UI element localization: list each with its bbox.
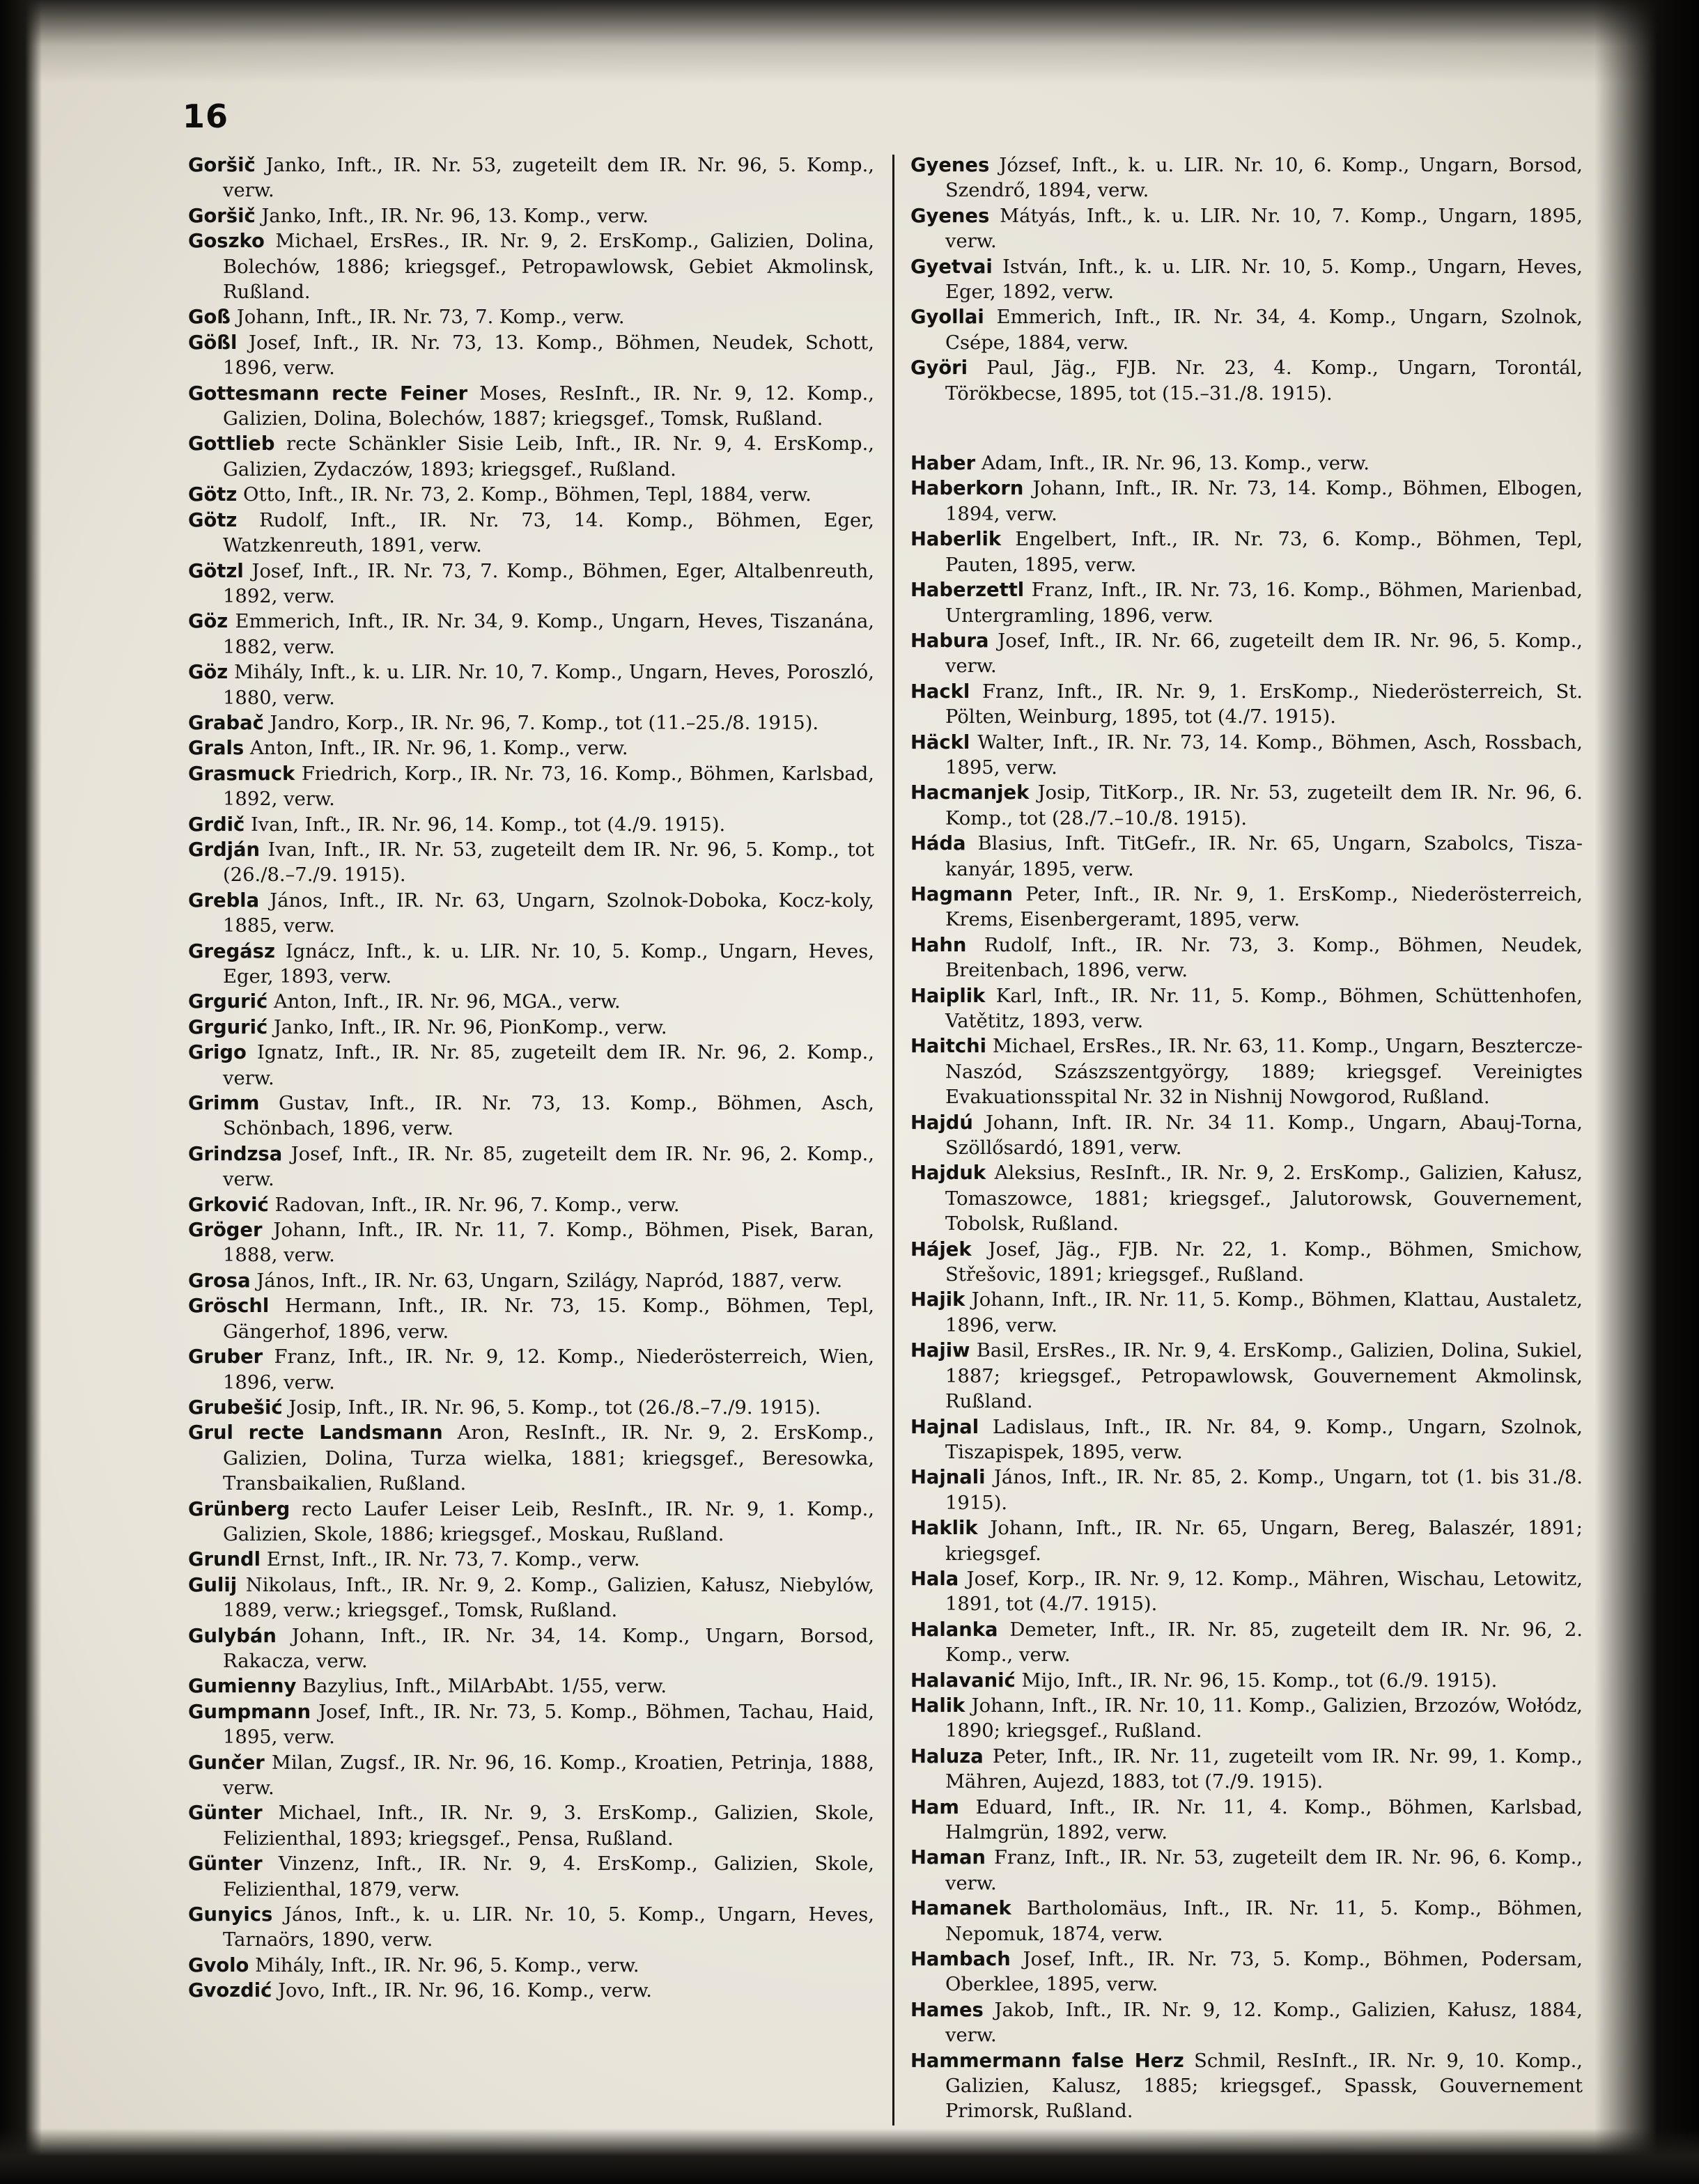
entry-details: Mihály, Inft., k. u. LIR. Nr. 10, 7. Komp., Ungarn, Heves, Poroszló, 1880, verw.	[223, 662, 874, 709]
entry-details: Otto, Inft., IR. Nr. 73, 2. Komp., Böhmen, Tepl, 1884, verw.	[237, 484, 812, 506]
list-entry	[188, 508, 874, 559]
entry-details: Adam, Inft., IR. Nr. 96, 13. Komp., verw.	[975, 453, 1370, 475]
entry-surname: Hammermann false Herz	[910, 2050, 1184, 2072]
list-entry	[910, 731, 1583, 781]
list-entry	[910, 680, 1583, 731]
entry-details: Josef, Inft., IR. Nr. 73, 5. Komp., Böhmen, Podersam, Oberklee, 1895, verw.	[945, 1949, 1583, 1996]
entry-surname: Hahn	[910, 934, 967, 956]
list-entry	[188, 1624, 874, 1675]
column-divider	[892, 155, 894, 2126]
list-entry	[188, 305, 874, 330]
list-entry	[188, 559, 874, 610]
entry-surname: Gottlieb	[188, 433, 275, 455]
list-entry	[910, 1567, 1583, 1618]
scan-edge-top	[0, 0, 1699, 84]
list-entry	[188, 939, 874, 990]
entry-surname: Goršič	[188, 155, 256, 176]
list-entry	[910, 255, 1583, 306]
entry-surname: Grals	[188, 738, 245, 760]
entry-surname: Gumienny	[188, 1676, 297, 1698]
entry-details: Ivan, Inft., IR. Nr. 53, zugeteilt dem IR. Nr. 96, 5. Komp., tot (26./8.–7./9. 1915).	[223, 838, 874, 887]
list-entry	[188, 1674, 874, 1699]
list-entry	[910, 1618, 1583, 1669]
entry-surname: Grgurić	[188, 1016, 268, 1038]
list-entry	[188, 153, 874, 204]
entry-surname: Grebla	[188, 889, 260, 912]
entry-details: Peter, Inft., IR. Nr. 9, 1. ErsKomp., Niederösterreich, Krems, Eisenbergeramt, 1895, verw.	[945, 883, 1583, 931]
entry-details: Johann, Inft., IR. Nr. 73, 14. Komp., Böhmen, Elbogen, 1894, verw.	[945, 478, 1583, 525]
list-entry	[910, 1238, 1583, 1288]
list-entry	[188, 711, 874, 736]
entry-surname: Hacmanjek	[910, 782, 1030, 804]
entry-details: Josef, Inft., IR. Nr. 85, zugeteilt dem IR. Nr. 96, 2. Komp., verw.	[223, 1143, 874, 1191]
entry-details: Michael, Inft., IR. Nr. 9, 3. ErsKomp., Galizien, Skole, Felizienthal, 1893; kriegsgef., Pensa, Rußland.	[223, 1802, 874, 1850]
entry-surname: Grabač	[188, 712, 264, 734]
entry-details: Walter, Inft., IR. Nr. 73, 14. Komp., Böhmen, Asch, Rossbach, 1895, verw.	[945, 731, 1583, 779]
list-entry	[188, 229, 874, 305]
list-entry	[188, 990, 874, 1015]
entry-details: Josef, Jäg., FJB. Nr. 22, 1. Komp., Böhmen, Smichow, Střešovic, 1891; kriegsgef., Rußland.	[945, 1238, 1583, 1286]
entry-surname: Haitchi	[910, 1036, 987, 1058]
entry-surname: Haber	[910, 453, 976, 475]
entry-details: Gustav, Inft., IR. Nr. 73, 13. Komp., Böhmen, Asch, Schönbach, 1896, verw.	[223, 1093, 874, 1140]
list-entry	[910, 153, 1583, 204]
entry-details: József, Inft., k. u. LIR. Nr. 10, 6. Komp., Ungarn, Borsod, Szendrő, 1894, verw.	[945, 155, 1583, 202]
entry-surname: Hamanek	[910, 1898, 1011, 1920]
entry-surname: Götz	[188, 484, 238, 506]
list-entry	[910, 1111, 1583, 1162]
entry-surname: Háda	[910, 833, 966, 855]
entry-details: recto Laufer Leiser Leib, ResInft., IR. Nr. 9, 1. Komp., Galizien, Skole, 1886; kriegsgef., Moskau, Rußland.	[223, 1498, 874, 1545]
entry-surname: Gößl	[188, 332, 238, 354]
entry-surname: Gottesmann recte Feiner	[188, 382, 468, 405]
list-entry	[910, 1161, 1583, 1237]
entry-details: Aleksius, ResInft., IR. Nr. 9, 2. ErsKomp., Galizien, Kałusz, Tomaszowce, 1881; kriegsgef., Jalutorowsk, Gouvernement, Tobolsk, Rußland.	[945, 1162, 1583, 1235]
entry-details: Anton, Inft., IR. Nr. 96, MGA., verw.	[267, 991, 621, 1013]
list-entry	[910, 781, 1583, 832]
entry-surname: Gvolo	[188, 1954, 249, 1976]
list-entry	[910, 832, 1583, 882]
entry-details: Basil, ErsRes., IR. Nr. 9, 4. ErsKomp., Galizien, Dolina, Sukiel, 1887; kriegsgef., Petropawlowsk, Gouvernement Akmolinsk, Rußland.	[945, 1340, 1583, 1413]
list-entry	[910, 1998, 1583, 2049]
entry-surname: Götz	[188, 509, 238, 531]
entry-details: Johann, Inft., IR. Nr. 10, 11. Komp., Galizien, Brzozów, Wołódz, 1890; kriegsgef., Rußland.	[945, 1694, 1583, 1742]
entry-details: Vinzenz, Inft., IR. Nr. 9, 4. ErsKomp., Galizien, Skole, Felizienthal, 1879, verw.	[223, 1853, 874, 1901]
entry-details: Demeter, Inft., IR. Nr. 85, zugeteilt dem IR. Nr. 96, 2. Komp., verw.	[945, 1618, 1583, 1667]
entry-details: recte Schänkler Sisie Leib, Inft., IR. Nr. 9, 4. ErsKomp., Galizien, Zydaczów, 1893; kriegsgef., Rußland.	[223, 433, 874, 481]
list-entry	[188, 1751, 874, 1802]
list-entry	[188, 1396, 874, 1421]
list-entry	[188, 1497, 874, 1548]
list-entry	[188, 1142, 874, 1193]
entry-surname: Goszko	[188, 231, 265, 253]
entry-details: Johann, Inft., IR. Nr. 65, Ungarn, Bereg, Balaszér, 1891; kriegsgef.	[945, 1518, 1583, 1565]
list-entry	[188, 609, 874, 660]
left-column	[188, 153, 874, 2131]
entry-surname: Hajnali	[910, 1467, 986, 1489]
list-entry	[188, 813, 874, 838]
entry-details: Johann, Inft., IR. Nr. 11, 5. Komp., Böhmen, Klattau, Austaletz, 1896, verw.	[945, 1289, 1583, 1336]
list-entry	[188, 432, 874, 483]
entry-details: Hermann, Inft., IR. Nr. 73, 15. Komp., Böhmen, Tepl, Gängerhof, 1896, verw.	[223, 1295, 874, 1343]
scan-edge-left	[0, 0, 42, 2184]
entry-surname: Goß	[188, 306, 231, 329]
entry-surname: Grul recte Landsmann	[188, 1422, 443, 1444]
right-column	[910, 153, 1583, 2131]
entry-details: Anton, Inft., IR. Nr. 96, 1. Komp., verw.	[244, 738, 628, 760]
list-entry	[910, 1034, 1583, 1110]
entry-surname: Häckl	[910, 731, 970, 754]
entry-details: Rudolf, Inft., IR. Nr. 73, 14. Komp., Böhmen, Eger, Watzkenreuth, 1891, verw.	[223, 509, 874, 557]
entry-details: Mátyás, Inft., k. u. LIR. Nr. 10, 7. Komp., Ungarn, 1895, verw.	[945, 205, 1583, 253]
entry-surname: Grasmuck	[188, 763, 295, 785]
list-entry	[910, 451, 1583, 476]
entry-details: Blasius, Inft. TitGefr., IR. Nr. 65, Ungarn, Szabolcs, Tisza-kanyár, 1895, verw.	[945, 833, 1583, 880]
entry-details: János, Inft., IR. Nr. 85, 2. Komp., Ungarn, tot (1. bis 31./8. 1915).	[945, 1467, 1583, 1514]
entry-surname: Grosa	[188, 1270, 251, 1292]
list-entry	[910, 933, 1583, 984]
list-entry	[188, 1852, 874, 1903]
entry-surname: Gröger	[188, 1219, 263, 1242]
entry-details: Mihály, Inft., IR. Nr. 96, 5. Komp., verw.	[249, 1954, 639, 1976]
entry-details: Schmil, ResInft., IR. Nr. 9, 10. Komp., Galizien, Kalusz, 1885; kriegsgef., Spassk, Gouvernement Primorsk, Rußland.	[945, 2050, 1583, 2123]
list-entry	[910, 305, 1583, 356]
entry-surname: Gunčer	[188, 1752, 265, 1774]
entry-details: Nikolaus, Inft., IR. Nr. 9, 2. Komp., Galizien, Kałusz, Niebylów, 1889, verw.; kriegsgef., Tomsk, Rußland.	[223, 1574, 874, 1622]
entry-details: Franz, Inft., IR. Nr. 73, 16. Komp., Böhmen, Marienbad, Untergramling, 1896, verw.	[945, 579, 1583, 627]
list-entry	[910, 629, 1583, 680]
list-entry	[910, 1745, 1583, 1795]
list-entry	[188, 1573, 874, 1624]
entry-surname: Gvozdić	[188, 1980, 272, 2002]
list-entry	[188, 1700, 874, 1751]
entry-surname: Halanka	[910, 1618, 998, 1641]
list-entry	[910, 984, 1583, 1035]
entry-surname: Halavanić	[910, 1669, 1016, 1692]
entry-surname: Hajduk	[910, 1162, 986, 1185]
entry-details: Michael, ErsRes., IR. Nr. 63, 11. Komp., Ungarn, Besztercze-Naszód, Szászszentgyörgy, 1889; kriegsgef. Vereinigtes Evakuationsspital Nr. 32 in Nishnij Nowgorod, Rußland.	[945, 1036, 1583, 1109]
entry-surname: Hajiw	[910, 1340, 970, 1362]
entry-surname: Götzl	[188, 560, 244, 582]
entry-surname: Gunyics	[188, 1904, 273, 1926]
entry-surname: Gumpmann	[188, 1701, 311, 1723]
entry-details: Karl, Inft., IR. Nr. 11, 5. Komp., Böhmen, Schüttenhofen, Vatětitz, 1893, verw.	[945, 985, 1583, 1032]
entry-details: Franz, Inft., IR. Nr. 9, 1. ErsKomp., Niederösterreich, St. Pölten, Weinburg, 1895, tot (4./7. 1915).	[945, 680, 1583, 728]
entry-surname: Grković	[188, 1194, 269, 1216]
list-entry	[188, 1801, 874, 1852]
list-entry	[188, 1193, 874, 1218]
list-entry	[188, 204, 874, 229]
list-entry	[910, 204, 1583, 255]
entry-surname: Grimm	[188, 1093, 260, 1115]
list-entry	[188, 1979, 874, 2004]
list-entry	[188, 483, 874, 508]
entry-surname: Gregász	[188, 940, 275, 962]
entry-details: Josef, Inft., IR. Nr. 73, 13. Komp., Böhmen, Neudek, Schott, 1896, verw.	[223, 332, 874, 380]
list-entry	[910, 1795, 1583, 1846]
entry-details: János, Inft., IR. Nr. 63, Ungarn, Szilágy, Napród, 1887, verw.	[250, 1270, 843, 1292]
entry-surname: Grundl	[188, 1549, 261, 1571]
entry-details: Janko, Inft., IR. Nr. 96, PionKomp., verw.	[267, 1016, 667, 1038]
entry-details: Franz, Inft., IR. Nr. 9, 12. Komp., Niederösterreich, Wien, 1896, verw.	[223, 1346, 874, 1394]
entry-surname: Gulij	[188, 1574, 238, 1596]
scan-edge-right	[1595, 0, 1699, 2184]
entry-surname: Haluza	[910, 1745, 984, 1768]
entry-details: Jakob, Inft., IR. Nr. 9, 12. Komp., Galizien, Kałusz, 1884, verw.	[945, 1999, 1583, 2047]
entry-details: Ignatz, Inft., IR. Nr. 85, zugeteilt dem IR. Nr. 96, 2. Komp., verw.	[223, 1042, 874, 1089]
list-entry	[188, 1547, 874, 1573]
list-entry	[188, 1421, 874, 1497]
list-entry	[188, 331, 874, 382]
entry-surname: Gulybán	[188, 1625, 277, 1647]
list-entry	[188, 1015, 874, 1040]
entry-surname: Goršič	[188, 205, 256, 227]
entry-details: Bazylius, Inft., MilArbAbt. 1/55, verw.	[296, 1676, 667, 1698]
list-entry	[188, 889, 874, 939]
entry-details: Jandro, Korp., IR. Nr. 96, 7. Komp., tot (11.–25./8. 1915).	[263, 712, 819, 734]
entry-details: Aron, ResInft., IR. Nr. 9, 2. ErsKomp., Galizien, Dolina, Turza wielka, 1881; kriegsgef., Beresowka, Transbaikalien, Rußland.	[223, 1422, 874, 1495]
entry-details: Rudolf, Inft., IR. Nr. 73, 3. Komp., Böhmen, Neudek, Breitenbach, 1896, verw.	[945, 934, 1583, 982]
list-entry	[188, 1218, 874, 1269]
entry-surname: Gröschl	[188, 1295, 270, 1318]
right-column-h-entries	[910, 451, 1583, 2125]
list-entry	[188, 1294, 874, 1345]
list-entry	[188, 736, 874, 761]
list-entry	[188, 1040, 874, 1091]
entry-surname: Grindzsa	[188, 1143, 283, 1165]
entry-surname: Györi	[910, 357, 968, 380]
entry-details: Milan, Zugsf., IR. Nr. 96, 16. Komp., Kroatien, Petrinja, 1888, verw.	[223, 1752, 874, 1799]
entry-surname: Ham	[910, 1796, 959, 1818]
entry-surname: Hambach	[910, 1949, 1011, 1971]
list-entry	[188, 1953, 874, 1979]
entry-surname: Grdič	[188, 813, 245, 836]
entry-details: Emmerich, Inft., IR. Nr. 34, 4. Komp., Ungarn, Szolnok, Csépe, 1884, verw.	[945, 306, 1583, 354]
list-entry	[910, 1947, 1583, 1998]
entry-surname: Günter	[188, 1853, 263, 1875]
entry-details: Janko, Inft., IR. Nr. 96, 13. Komp., verw.	[255, 205, 649, 227]
entry-surname: Hájek	[910, 1238, 972, 1261]
entry-surname: Haberkorn	[910, 478, 1024, 500]
entry-details: Eduard, Inft., IR. Nr. 11, 4. Komp., Böhmen, Karlsbad, Halmgrün, 1892, verw.	[945, 1796, 1583, 1843]
entry-surname: Gruber	[188, 1346, 263, 1368]
entry-surname: Halik	[910, 1694, 965, 1717]
entry-surname: Gyetvai	[910, 256, 993, 278]
entry-details: Jovo, Inft., IR. Nr. 96, 16. Komp., verw.	[272, 1980, 653, 2002]
entry-surname: Gyenes	[910, 155, 990, 176]
entry-details: Janko, Inft., IR. Nr. 53, zugeteilt dem IR. Nr. 96, 5. Komp., verw.	[223, 155, 874, 202]
entry-details: Josip, TitKorp., IR. Nr. 53, zugeteilt dem IR. Nr. 96, 6. Komp., tot (28./7.–10./8. 1915).	[945, 782, 1583, 829]
entry-surname: Grubešić	[188, 1396, 283, 1419]
list-entry	[910, 476, 1583, 527]
entry-details: Josef, Korp., IR. Nr. 9, 12. Komp., Mähren, Wischau, Letowitz, 1891, tot (4./7. 1915).	[945, 1568, 1583, 1616]
entry-surname: Hagmann	[910, 883, 1014, 905]
entry-surname: Hackl	[910, 680, 970, 703]
list-entry	[910, 1896, 1583, 1947]
list-entry	[910, 578, 1583, 629]
entry-surname: Haiplik	[910, 985, 986, 1007]
entry-surname: Grünberg	[188, 1498, 290, 1520]
entry-details: János, Inft., IR. Nr. 63, Ungarn, Szolnok-Doboka, Kocz-koly, 1885, verw.	[223, 889, 874, 937]
entry-details: Josef, Inft., IR. Nr. 66, zugeteilt dem IR. Nr. 96, 5. Komp., verw.	[945, 630, 1583, 678]
section-gap	[910, 407, 1583, 451]
entry-details: Michael, ErsRes., IR. Nr. 9, 2. ErsKomp., Galizien, Dolina, Bolechów, 1886; kriegsgef., Petropawlowsk, Gebiet Akmolinsk, Rußland.	[223, 231, 874, 304]
entry-surname: Gyollai	[910, 306, 984, 329]
entry-surname: Göz	[188, 611, 228, 633]
list-entry	[910, 527, 1583, 578]
entry-details: Friedrich, Korp., IR. Nr. 73, 16. Komp., Böhmen, Karlsbad, 1892, verw.	[223, 763, 874, 811]
scan-edge-bottom	[0, 2128, 1699, 2184]
list-entry	[188, 838, 874, 889]
entry-details: Emmerich, Inft., IR. Nr. 34, 9. Komp., Ungarn, Heves, Tiszanána, 1882, verw.	[223, 611, 874, 658]
entry-surname: Haberzettl	[910, 579, 1025, 602]
entry-details: Josip, Inft., IR. Nr. 96, 5. Komp., tot (26./8.–7./9. 1915).	[282, 1396, 821, 1419]
list-entry	[188, 660, 874, 711]
list-entry	[910, 882, 1583, 933]
entry-surname: Haman	[910, 1847, 986, 1869]
entry-surname: Günter	[188, 1802, 263, 1825]
right-column-g-entries	[910, 153, 1583, 407]
list-entry	[188, 1345, 874, 1396]
entry-surname: Gyenes	[910, 205, 990, 227]
list-entry	[910, 1846, 1583, 1896]
entry-surname: Hala	[910, 1568, 959, 1590]
entry-surname: Habura	[910, 630, 989, 652]
entry-surname: Hames	[910, 1999, 984, 2021]
list-entry	[188, 762, 874, 813]
list-entry	[910, 1339, 1583, 1414]
entry-details: Mijo, Inft., IR. Nr. 96, 15. Komp., tot (6./9. 1915).	[1015, 1669, 1498, 1692]
entry-details: Johann, Inft. IR. Nr. 34 11. Komp., Ungarn, Abauj-Torna, Szöllősardó, 1891, verw.	[945, 1112, 1583, 1160]
list-entry	[910, 2049, 1583, 2125]
entry-surname: Haberlik	[910, 529, 1002, 551]
entry-details: Paul, Jäg., FJB. Nr. 23, 4. Komp., Ungarn, Torontál, Törökbecse, 1895, tot (15.–31./8. 1915).	[945, 357, 1583, 405]
page-number: 16	[183, 98, 229, 135]
entry-details: Ernst, Inft., IR. Nr. 73, 7. Komp., verw.	[261, 1549, 640, 1571]
entry-surname: Hajdú	[910, 1112, 973, 1134]
entry-details: János, Inft., k. u. LIR. Nr. 10, 5. Komp., Ungarn, Heves, Tarnaörs, 1890, verw.	[223, 1904, 874, 1951]
entry-details: Johann, Inft., IR. Nr. 11, 7. Komp., Böhmen, Pisek, Baran, 1888, verw.	[223, 1219, 874, 1267]
entry-details: Ivan, Inft., IR. Nr. 96, 14. Komp., tot (4./9. 1915).	[245, 813, 726, 836]
entry-details: Moses, ResInft., IR. Nr. 9, 12. Komp., Galizien, Dolina, Bolechów, 1887; kriegsgef., Tomsk, Rußland.	[223, 382, 874, 430]
entry-details: Peter, Inft., IR. Nr. 11, zugeteilt vom IR. Nr. 99, 1. Komp., Mähren, Aujezd, 1883, tot (7./9. 1915).	[945, 1745, 1583, 1793]
entry-details: Josef, Inft., IR. Nr. 73, 5. Komp., Böhmen, Tachau, Haid, 1895, verw.	[223, 1701, 874, 1749]
entry-details: Ignácz, Inft., k. u. LIR. Nr. 10, 5. Komp., Ungarn, Heves, Eger, 1893, verw.	[223, 940, 874, 988]
list-entry	[910, 1415, 1583, 1466]
list-entry	[910, 1669, 1583, 1694]
entry-details: Franz, Inft., IR. Nr. 53, zugeteilt dem IR. Nr. 96, 6. Komp., verw.	[945, 1847, 1583, 1894]
entry-surname: Göz	[188, 662, 228, 684]
list-entry	[910, 1465, 1583, 1516]
entry-surname: Hajnal	[910, 1416, 979, 1438]
list-entry	[188, 382, 874, 432]
entry-details: Bartholomäus, Inft., IR. Nr. 11, 5. Komp., Böhmen, Nepomuk, 1874, verw.	[945, 1898, 1583, 1945]
entry-surname: Grgurić	[188, 991, 268, 1013]
entry-details: Johann, Inft., IR. Nr. 73, 7. Komp., verw.	[231, 306, 625, 329]
list-entry	[188, 1269, 874, 1294]
entry-surname: Hajik	[910, 1289, 965, 1311]
entry-details: Johann, Inft., IR. Nr. 34, 14. Komp., Ungarn, Borsod, Rakacza, verw.	[223, 1625, 874, 1672]
entry-details: Radovan, Inft., IR. Nr. 96, 7. Komp., verw.	[268, 1194, 680, 1216]
list-entry	[188, 1091, 874, 1142]
entry-details: István, Inft., k. u. LIR. Nr. 10, 5. Komp., Ungarn, Heves, Eger, 1892, verw.	[945, 256, 1583, 304]
list-entry	[910, 1694, 1583, 1745]
entry-details: Engelbert, Inft., IR. Nr. 73, 6. Komp., Böhmen, Tepl, Pauten, 1895, verw.	[945, 529, 1583, 576]
entry-surname: Grigo	[188, 1042, 247, 1064]
list-entry	[910, 1516, 1583, 1567]
list-entry	[910, 356, 1583, 407]
entry-details: Ladislaus, Inft., IR. Nr. 84, 9. Komp., Ungarn, Szolnok, Tiszapispek, 1895, verw.	[945, 1416, 1583, 1463]
list-entry	[188, 1903, 874, 1953]
entry-surname: Haklik	[910, 1518, 978, 1540]
entry-surname: Grdján	[188, 838, 260, 861]
entry-details: Josef, Inft., IR. Nr. 73, 7. Komp., Böhmen, Eger, Altalbenreuth, 1892, verw.	[223, 560, 874, 607]
list-entry	[910, 1288, 1583, 1339]
